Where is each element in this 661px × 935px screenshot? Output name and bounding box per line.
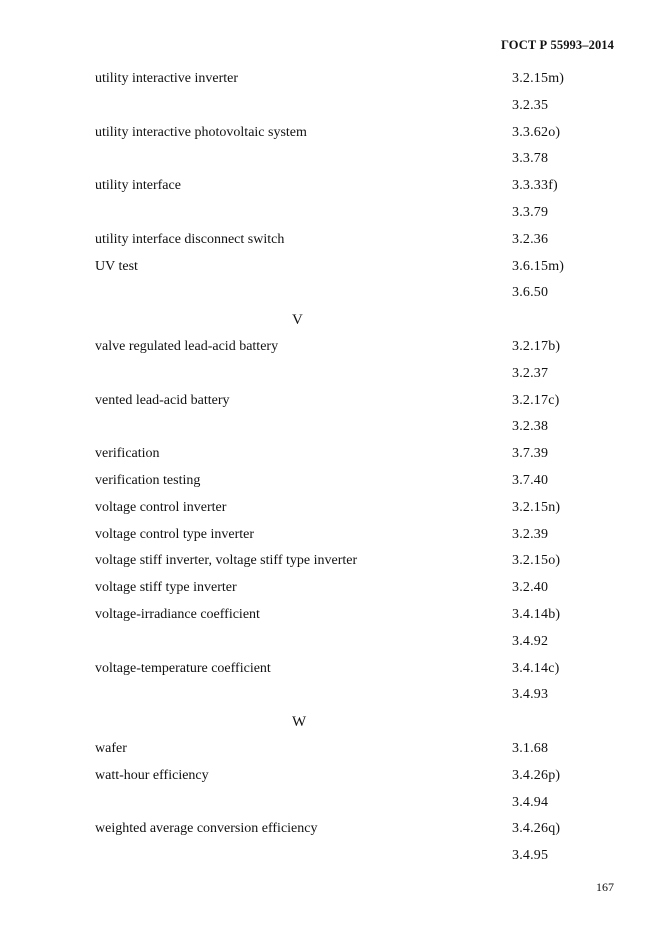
section-letter-row [95,307,615,334]
index-term: utility interactive inverter [95,71,239,86]
index-reference: 3.4.14c) [512,660,560,676]
index-term: voltage control type inverter [95,526,254,542]
index-entry [95,629,615,656]
index-list [95,66,615,870]
index-reference: 3.2.40 [512,580,549,596]
index-reference: 3.2.17c) [512,392,560,408]
index-reference: 3.2.15n) [512,499,561,515]
index-term: watt-hour efficiency [95,767,209,783]
index-entry [95,441,615,468]
index-reference: 3.2.15m) [512,71,565,86]
index-term: vented lead-acid battery [95,392,230,408]
index-entry [95,93,615,120]
index-reference: 3.2.17b) [512,338,561,354]
index-reference: 3.2.39 [512,526,549,542]
index-entry [95,280,615,307]
index-entry [95,146,615,173]
index-entry [95,763,615,790]
index-reference: 3.3.62o) [512,124,561,140]
index-reference: 3.3.33f) [512,178,558,194]
index-term: utility interface [95,178,181,194]
index-reference: 3.3.79 [512,204,549,220]
index-reference: 3.7.39 [512,446,549,462]
section-letter-row [95,709,615,736]
index-term: voltage-irradiance coefficient [95,606,260,622]
index-reference: 3.4.95 [512,848,549,864]
index-entry [95,602,615,629]
index-reference: 3.4.14b) [512,606,561,622]
index-term: valve regulated lead-acid battery [95,338,279,354]
index-reference: 3.2.37 [512,365,549,381]
index-entry [95,682,615,709]
index-entry [95,361,615,388]
index-reference: 3.2.15o) [512,553,561,569]
index-entry [95,414,615,441]
standard-header: ГОСТ Р 55993–2014 [501,38,614,52]
index-entry [95,548,615,575]
index-reference: 3.4.93 [512,687,549,703]
index-entry [95,495,615,522]
index-entry [95,843,615,870]
index-term: voltage-temperature coefficient [95,660,271,676]
index-reference: 3.2.38 [512,419,549,435]
index-term: UV test [95,258,138,274]
index-entry [95,575,615,602]
page-number: 167 [596,880,614,894]
index-reference: 3.4.26q) [512,821,561,837]
index-entry [95,388,615,415]
index-entry [95,522,615,549]
index-term: voltage control inverter [95,499,227,515]
index-reference: 3.2.36 [512,231,549,247]
index-reference: 3.2.35 [512,97,549,113]
index-entry [95,656,615,683]
index-entry [95,816,615,843]
index-entry [95,334,615,361]
index-reference: 3.4.94 [512,794,549,810]
index-entry [95,66,615,93]
index-term: wafer [95,740,127,756]
index-term: utility interactive photovoltaic system [95,124,307,140]
index-term: verification [95,446,160,462]
index-reference: 3.4.26p) [512,767,561,783]
index-entry [95,468,615,495]
section-letter: V [292,312,303,329]
index-entry [95,790,615,817]
index-entry [95,173,615,200]
index-term: utility interface disconnect switch [95,231,285,247]
index-term: verification testing [95,472,201,488]
index-reference: 3.7.40 [512,472,549,488]
index-reference: 3.6.50 [512,285,549,301]
index-term: weighted average conversion efficiency [95,821,318,837]
section-letter: W [292,714,307,731]
index-entry [95,736,615,763]
index-entry [95,254,615,281]
index-term: voltage stiff type inverter [95,580,237,596]
index-entry [95,227,615,254]
index-reference: 3.4.92 [512,633,549,649]
index-term: voltage stiff inverter, voltage stiff type inverter [95,553,358,569]
index-reference: 3.1.68 [512,740,549,756]
index-entry [95,200,615,227]
index-reference: 3.3.78 [512,151,549,167]
index-entry [95,120,615,147]
index-reference: 3.6.15m) [512,258,565,274]
